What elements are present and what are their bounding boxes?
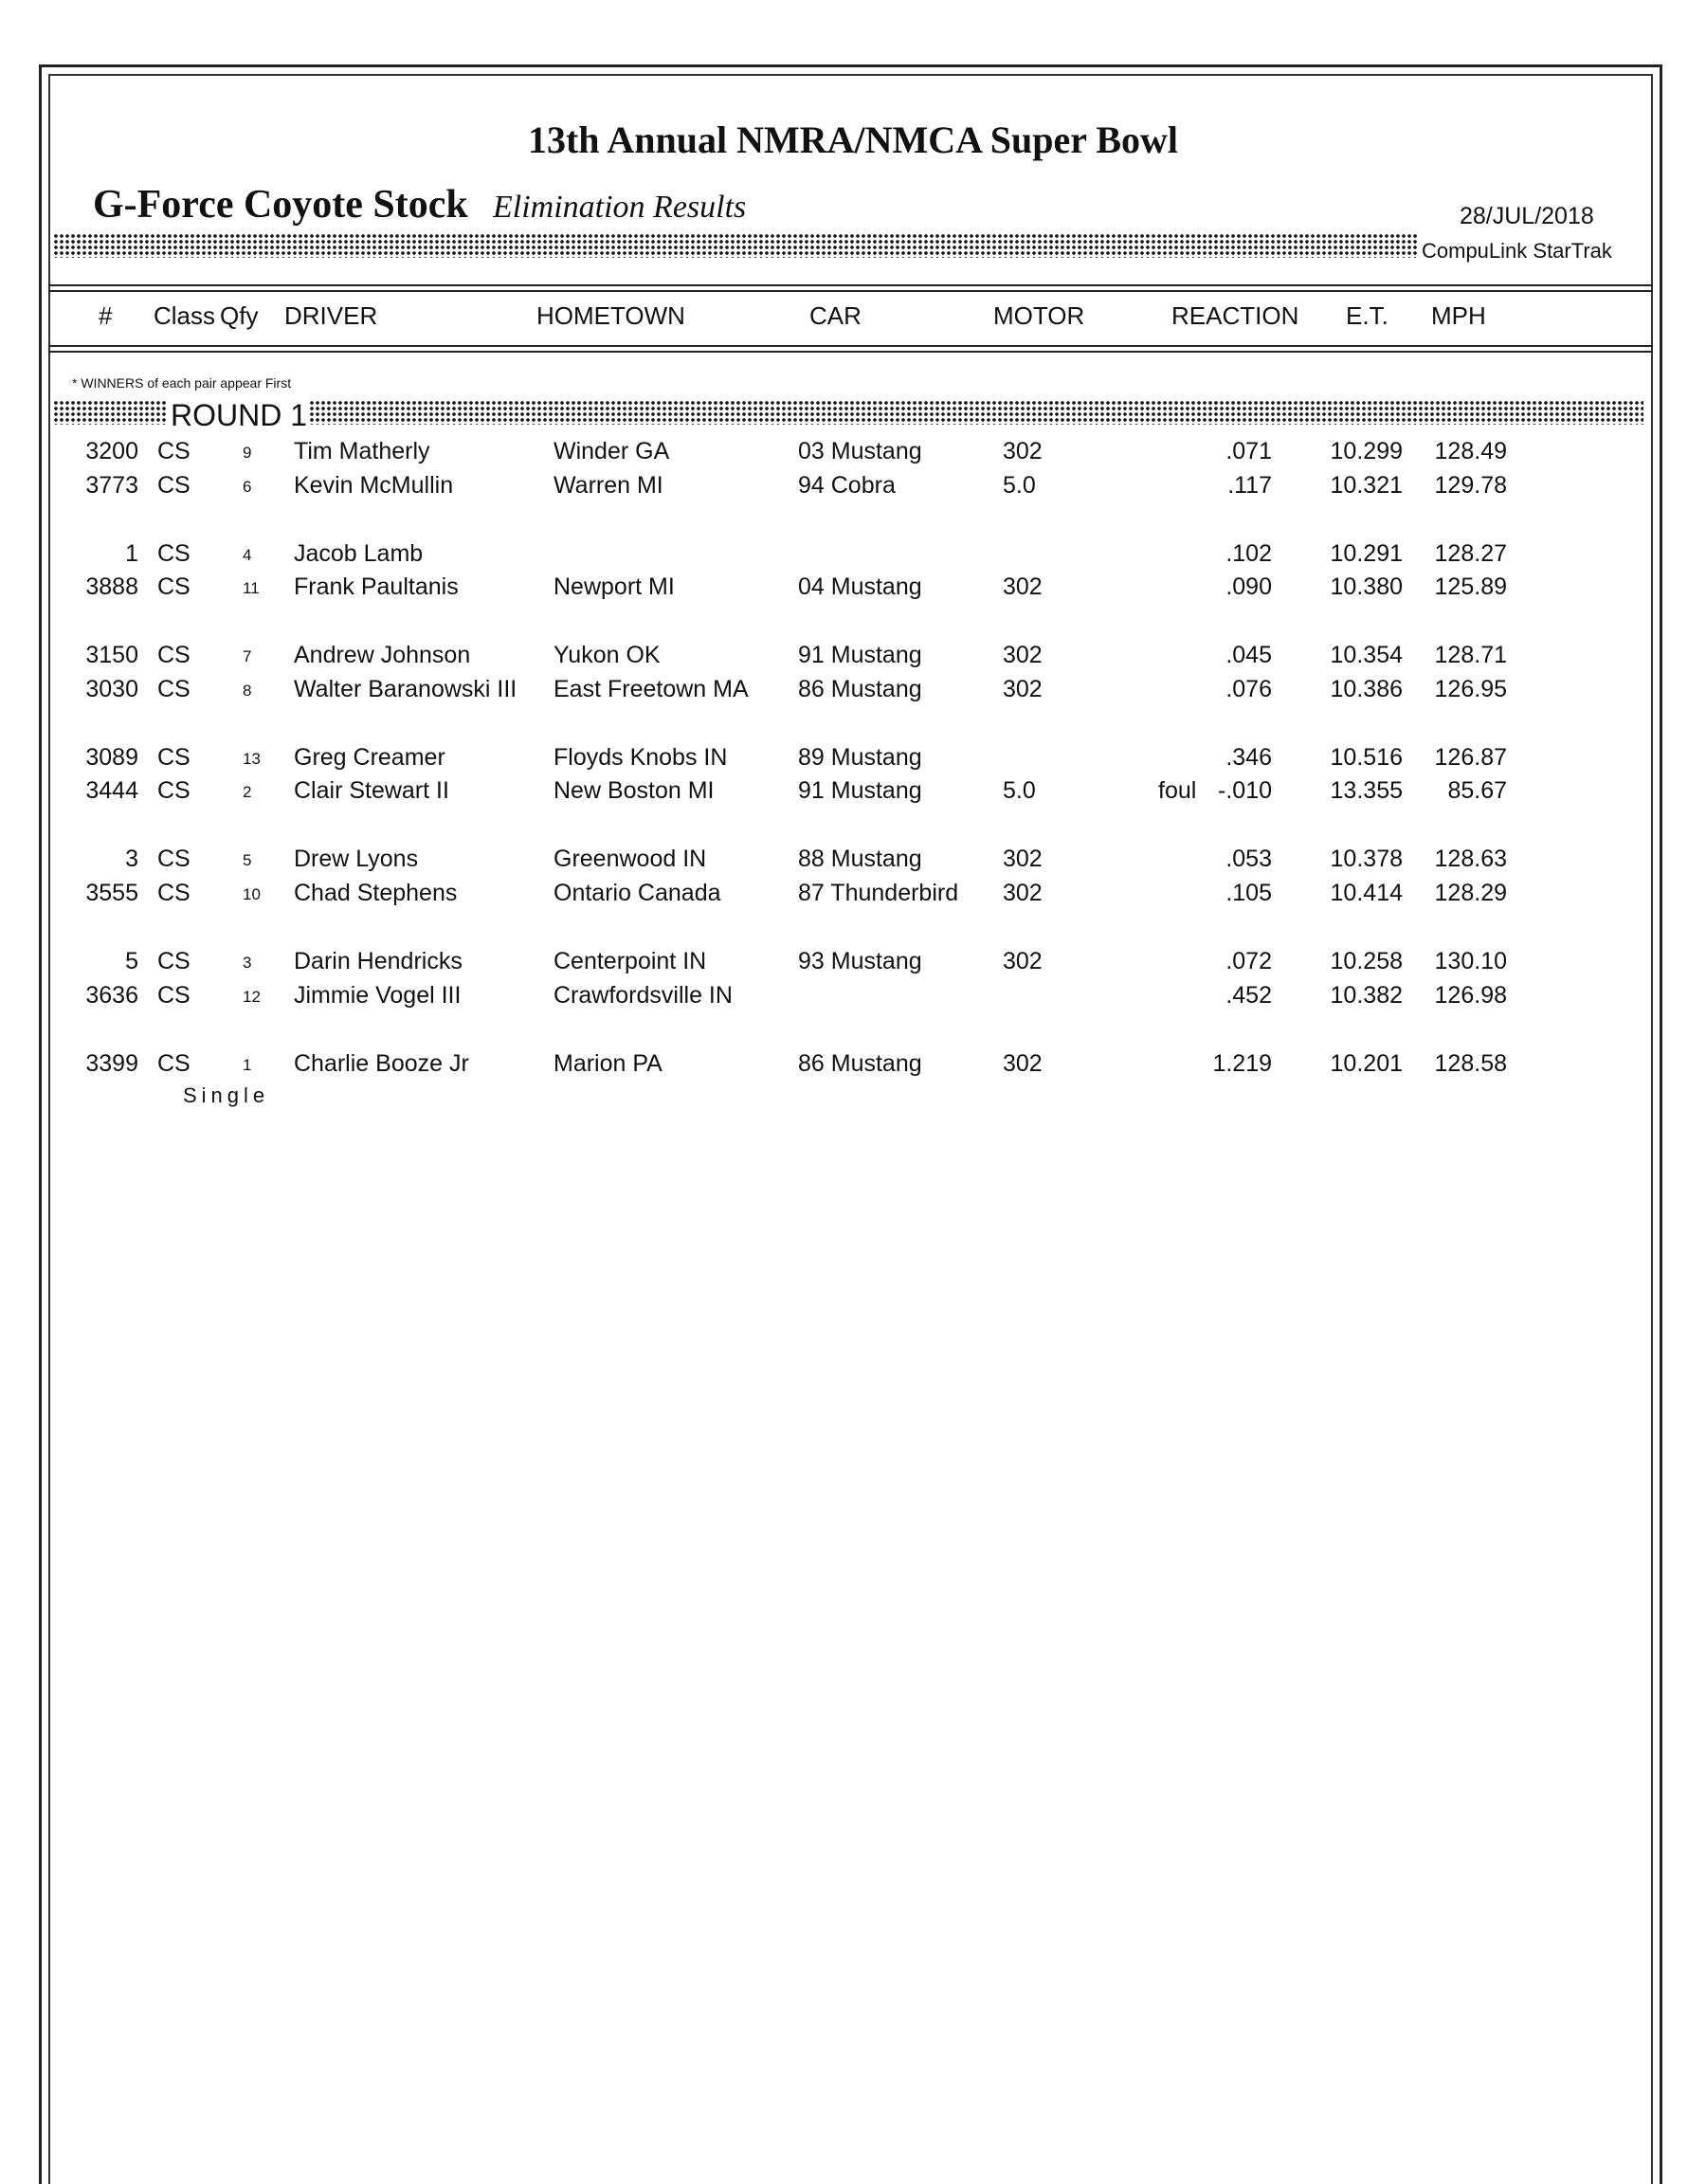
cell-class: CS bbox=[157, 744, 191, 771]
col-hometown-header: HOMETOWN bbox=[536, 301, 685, 330]
cell-class: CS bbox=[157, 1050, 191, 1077]
cell-number: 5 bbox=[125, 948, 138, 974]
cell-qfy: 7 bbox=[243, 647, 252, 665]
cell-qfy: 3 bbox=[243, 954, 252, 972]
cell-motor: 302 bbox=[1003, 676, 1043, 702]
cell-class: CS bbox=[157, 676, 191, 702]
cell-et: 10.291 bbox=[1330, 540, 1403, 567]
cell-motor: 302 bbox=[1003, 1050, 1043, 1077]
cell-car: 93 Mustang bbox=[798, 948, 922, 974]
cell-hometown: Ontario Canada bbox=[554, 880, 721, 906]
cell-mph: 130.10 bbox=[1434, 948, 1507, 974]
cell-class: CS bbox=[157, 540, 191, 567]
cell-et: 10.516 bbox=[1330, 744, 1403, 771]
cell-motor: 5.0 bbox=[1003, 777, 1036, 804]
cell-qfy: 6 bbox=[243, 478, 252, 496]
cell-et: 10.299 bbox=[1330, 438, 1403, 464]
cell-mph: 128.71 bbox=[1434, 642, 1507, 668]
cell-number: 3555 bbox=[85, 880, 138, 906]
col-class-header: Class bbox=[154, 301, 216, 330]
cell-class: CS bbox=[157, 948, 191, 974]
col-mph-header: MPH bbox=[1431, 301, 1486, 330]
cell-hometown: Yukon OK bbox=[554, 642, 661, 668]
cell-et: 10.386 bbox=[1330, 676, 1403, 702]
cell-qfy: 10 bbox=[243, 885, 261, 903]
cell-reaction: .053 bbox=[1225, 846, 1272, 872]
cell-et: 10.382 bbox=[1330, 982, 1403, 1009]
cell-mph: 128.58 bbox=[1434, 1050, 1507, 1077]
cell-mph: 128.49 bbox=[1434, 438, 1507, 464]
cell-class: CS bbox=[157, 642, 191, 668]
col-driver-header: DRIVER bbox=[284, 301, 378, 330]
cell-reaction: .102 bbox=[1225, 540, 1272, 567]
cell-reaction: .072 bbox=[1225, 948, 1272, 974]
cell-car: 87 Thunderbird bbox=[798, 880, 959, 906]
cell-car: 03 Mustang bbox=[798, 438, 922, 464]
cell-class: CS bbox=[157, 573, 191, 600]
cell-class: CS bbox=[157, 846, 191, 872]
cell-driver: Chad Stephens bbox=[294, 880, 458, 906]
cell-class: CS bbox=[157, 438, 191, 464]
cell-number: 1 bbox=[125, 540, 138, 567]
cell-motor: 302 bbox=[1003, 573, 1043, 600]
cell-motor: 5.0 bbox=[1003, 472, 1036, 499]
cell-car: 91 Mustang bbox=[798, 777, 922, 804]
dotted-band-round-left bbox=[53, 400, 167, 425]
cell-motor: 302 bbox=[1003, 846, 1043, 872]
cell-reaction: 1.219 bbox=[1212, 1050, 1272, 1077]
cell-qfy: 4 bbox=[243, 546, 252, 564]
cell-number: 3200 bbox=[85, 438, 138, 464]
cell-mph: 126.95 bbox=[1434, 676, 1507, 702]
cell-qfy: 2 bbox=[243, 783, 252, 801]
cell-number: 3399 bbox=[85, 1050, 138, 1077]
cell-class: CS bbox=[157, 777, 191, 804]
cell-driver: Kevin McMullin bbox=[294, 472, 454, 499]
col-et-header: E.T. bbox=[1346, 301, 1388, 330]
cell-qfy: 1 bbox=[243, 1056, 252, 1074]
cell-qfy: 5 bbox=[243, 851, 252, 869]
cell-car: 86 Mustang bbox=[798, 1050, 922, 1077]
dotted-band-round-right bbox=[309, 400, 1643, 425]
cell-class: CS bbox=[157, 982, 191, 1009]
cell-et: 10.201 bbox=[1330, 1050, 1403, 1077]
cell-class: CS bbox=[157, 880, 191, 906]
cell-mph: 126.87 bbox=[1434, 744, 1507, 771]
cell-hometown: Floyds Knobs IN bbox=[554, 744, 728, 771]
col-motor-header: MOTOR bbox=[993, 301, 1085, 330]
cell-et: 10.378 bbox=[1330, 846, 1403, 872]
header-rule-bottom bbox=[48, 345, 1653, 347]
cell-number: 3888 bbox=[85, 573, 138, 600]
header-rule-top bbox=[48, 284, 1653, 286]
cell-driver: Jacob Lamb bbox=[294, 540, 424, 567]
cell-car: 04 Mustang bbox=[798, 573, 922, 600]
event-title: 13th Annual NMRA/NMCA Super Bowl bbox=[527, 118, 1179, 161]
cell-driver: Frank Paultanis bbox=[294, 573, 459, 600]
cell-hometown: Greenwood IN bbox=[554, 846, 707, 872]
cell-mph: 128.27 bbox=[1434, 540, 1507, 567]
cell-et: 10.414 bbox=[1330, 880, 1403, 906]
cell-mph: 85.67 bbox=[1447, 777, 1507, 804]
cell-reaction: .045 bbox=[1225, 642, 1272, 668]
cell-number: 3 bbox=[125, 846, 138, 872]
cell-reaction: .452 bbox=[1225, 982, 1272, 1009]
cell-number: 3444 bbox=[85, 777, 138, 804]
cell-class: CS bbox=[157, 472, 191, 499]
cell-number: 3089 bbox=[85, 744, 138, 771]
cell-number: 3150 bbox=[85, 642, 138, 668]
cell-driver: Tim Matherly bbox=[294, 438, 430, 464]
cell-car: 91 Mustang bbox=[798, 642, 922, 668]
cell-driver: Charlie Booze Jr bbox=[294, 1050, 469, 1077]
single-label: Single bbox=[183, 1083, 270, 1107]
cell-et: 10.321 bbox=[1330, 472, 1403, 499]
cell-car: 86 Mustang bbox=[798, 676, 922, 702]
cell-number: 3030 bbox=[85, 676, 138, 702]
cell-driver: Walter Baranowski III bbox=[294, 676, 517, 702]
header-rule-bottom-2 bbox=[48, 351, 1653, 353]
cell-qfy: 11 bbox=[243, 579, 260, 597]
cell-mph: 125.89 bbox=[1434, 573, 1507, 600]
software-credit: CompuLink StarTrak bbox=[1422, 239, 1612, 263]
report-date: 28/JUL/2018 bbox=[1460, 203, 1594, 229]
cell-foul-flag: foul bbox=[1158, 777, 1197, 804]
cell-driver: Andrew Johnson bbox=[294, 642, 471, 668]
cell-hometown: Crawfordsville IN bbox=[554, 982, 733, 1009]
cell-mph: 126.98 bbox=[1434, 982, 1507, 1009]
cell-hometown: Winder GA bbox=[554, 438, 670, 464]
cell-motor: 302 bbox=[1003, 880, 1043, 906]
cell-mph: 128.63 bbox=[1434, 846, 1507, 872]
cell-reaction: -.010 bbox=[1218, 777, 1272, 804]
cell-hometown: New Boston MI bbox=[554, 777, 715, 804]
cell-hometown: East Freetown MA bbox=[554, 676, 749, 702]
results-subtitle: Elimination Results bbox=[493, 190, 747, 225]
col-reaction-header: REACTION bbox=[1171, 301, 1299, 330]
cell-reaction: .071 bbox=[1225, 438, 1272, 464]
cell-et: 13.355 bbox=[1330, 777, 1403, 804]
cell-et: 10.354 bbox=[1330, 642, 1403, 668]
cell-hometown: Centerpoint IN bbox=[554, 948, 707, 974]
cell-car: 89 Mustang bbox=[798, 744, 922, 771]
cell-qfy: 13 bbox=[243, 750, 261, 768]
cell-mph: 128.29 bbox=[1434, 880, 1507, 906]
cell-driver: Darin Hendricks bbox=[294, 948, 463, 974]
cell-motor: 302 bbox=[1003, 642, 1043, 668]
cell-qfy: 12 bbox=[243, 988, 261, 1006]
cell-driver: Jimmie Vogel III bbox=[294, 982, 462, 1009]
cell-reaction: .105 bbox=[1225, 880, 1272, 906]
round-label: ROUND 1 bbox=[171, 398, 308, 432]
cell-motor: 302 bbox=[1003, 948, 1043, 974]
col-num-header: # bbox=[99, 301, 113, 330]
cell-reaction: .090 bbox=[1225, 573, 1272, 600]
cell-driver: Clair Stewart II bbox=[294, 777, 449, 804]
cell-reaction: .346 bbox=[1225, 744, 1272, 771]
class-title: G-Force Coyote Stock bbox=[93, 183, 468, 227]
cell-hometown: Marion PA bbox=[554, 1050, 662, 1077]
winners-note: * WINNERS of each pair appear First bbox=[72, 375, 292, 391]
header-rule-top-2 bbox=[48, 290, 1653, 292]
col-car-header: CAR bbox=[809, 301, 862, 330]
cell-hometown: Warren MI bbox=[554, 472, 663, 499]
cell-driver: Greg Creamer bbox=[294, 744, 445, 771]
cell-reaction: .076 bbox=[1225, 676, 1272, 702]
cell-et: 10.258 bbox=[1330, 948, 1403, 974]
cell-qfy: 8 bbox=[243, 682, 252, 700]
cell-mph: 129.78 bbox=[1434, 472, 1507, 499]
cell-car: 94 Cobra bbox=[798, 472, 896, 499]
cell-qfy: 9 bbox=[243, 444, 252, 462]
cell-et: 10.380 bbox=[1330, 573, 1403, 600]
cell-hometown: Newport MI bbox=[554, 573, 675, 600]
dotted-band-header bbox=[53, 233, 1418, 258]
cell-number: 3636 bbox=[85, 982, 138, 1009]
cell-number: 3773 bbox=[85, 472, 138, 499]
cell-driver: Drew Lyons bbox=[294, 846, 419, 872]
cell-reaction: .117 bbox=[1227, 472, 1272, 499]
col-qfy-header: Qfy bbox=[220, 301, 259, 330]
cell-car: 88 Mustang bbox=[798, 846, 922, 872]
cell-motor: 302 bbox=[1003, 438, 1043, 464]
